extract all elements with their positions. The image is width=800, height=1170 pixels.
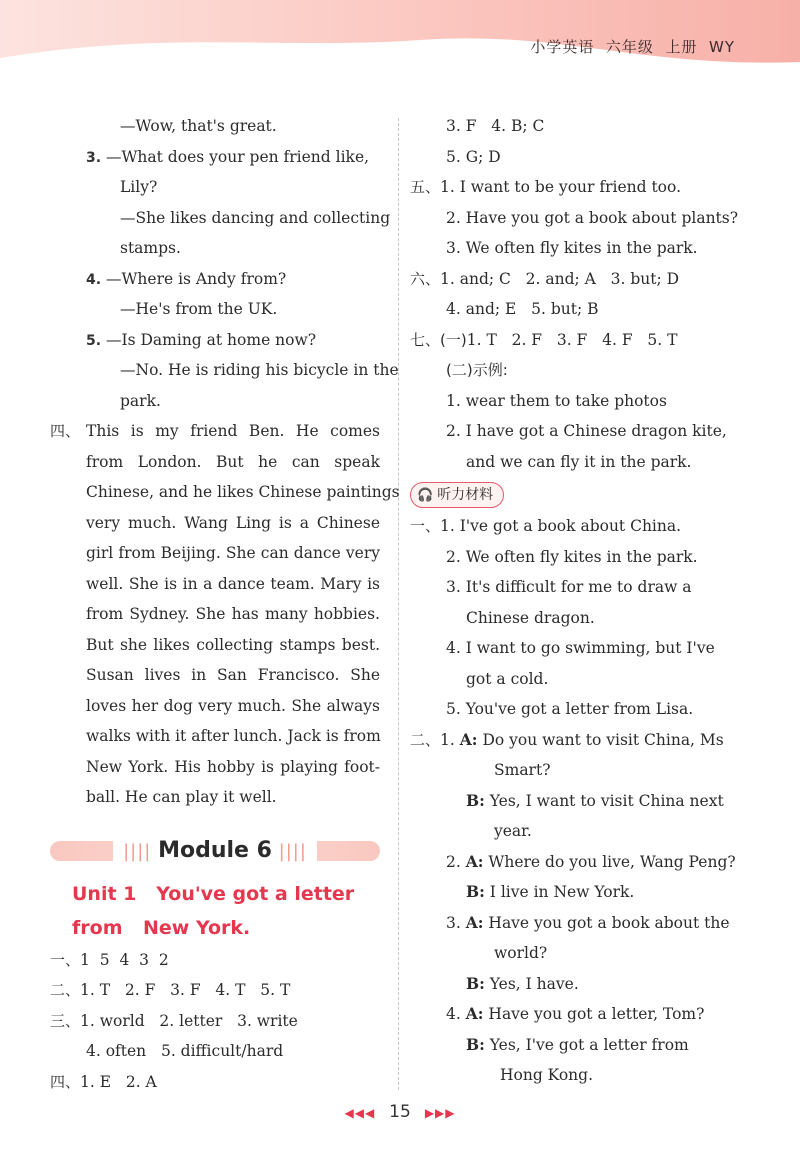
passage-line: from London. But he can speak [86,452,380,471]
dialogue-line: B: Yes, I want to visit China next [466,790,724,810]
header-info: 小学英语 六年级 上册 WY [530,38,735,56]
answer-line: 2. I have got a Chinese dragon kite, [446,422,727,440]
left-column [50,111,400,1097]
dialogue-line: B: Yes, I have. [466,973,579,993]
answer-line: 4. —Where is Andy from? [86,269,287,288]
passage-line: from Sydney. She has many hobbies. [86,605,380,623]
passage [50,416,400,813]
module-heading [50,831,380,871]
page-footer [0,1102,800,1122]
transcript-line: 4. I want to go swimming, but I've [446,639,715,657]
answer-line: and we can fly it in the park. [466,452,692,471]
answer-line: 5. —Is Daming at home now? [86,330,317,349]
listening-tag-row [410,477,745,511]
passage-line: New York. His hobby is playing foot- [86,757,380,776]
dialogue-line: year. [494,822,532,840]
answer-line: 四、1. E 2. A [50,1072,157,1091]
answer-line: 三、1. world 2. letter 3. write [50,1011,298,1030]
answer-line: Lily? [120,178,158,196]
section-label: 四、 [50,422,81,440]
listening-material-tag: 🎧 听力材料 [410,482,504,508]
transcript-line: 3. It's difficult for me to draw a [446,578,692,596]
dialogue-line: B: I live in New York. [466,882,635,901]
answer-line: 3. F 4. B; C [446,117,545,135]
answer-line: 1. wear them to take photos [446,391,667,410]
page-number: 15 [389,1102,411,1122]
transcript-line: 一、1. I've got a book about China. [410,517,682,535]
answer-line: 2. Have you got a book about plants? [446,208,739,227]
transcript-line: 5. You've got a letter from Lisa. [446,700,694,718]
passage-line: Susan lives in San Francisco. She [86,666,380,684]
passage-line: This is my friend Ben. He comes [86,422,380,440]
answer-line: 一、1 5 4 3 2 [50,950,169,969]
transcript-line: got a cold. [466,669,549,688]
answer-line: —He's from the UK. [120,300,278,318]
right-column [410,111,745,1091]
module-title: Module 6 [158,837,272,863]
dialogue-line: Hong Kong. [500,1066,594,1084]
unit-title-line2: New York. [143,916,251,939]
left-arrows-icon: ◀◀◀ [344,1106,376,1120]
passage-line: very much. Wang Ling is a Chinese [86,513,380,532]
answer-line: 4. and; E 5. but; B [446,300,599,318]
unit-title-line1: Unit 1 You've got a letter from [72,882,355,939]
answer-line: stamps. [120,239,181,257]
answer-line: 3. We often fly kites in the park. [446,239,698,257]
right-arrows-icon: ▶▶▶ [424,1106,456,1120]
bars-decoration: |||| [271,840,307,862]
answer-line: 二、1. T 2. F 3. F 4. T 5. T [50,981,291,999]
passage-line: girl from Beijing. She can dance very [86,544,380,562]
answer-line: 六、1. and; C 2. and; A 3. but; D [410,269,680,288]
dialogue-line: world? [494,944,548,962]
dialogue-line: B: Yes, I've got a letter from [466,1034,689,1054]
answer-line: 4. often 5. difficult/hard [86,1042,284,1060]
dialogue-line: 4. A: Have you got a letter, Tom? [446,1004,705,1023]
dialogue-line: 二、1. A: Do you want to visit China, Ms [410,729,724,749]
transcript-line: Chinese dragon. [466,608,595,627]
headphones-icon: 🎧 [417,488,434,503]
answer-line: 3. —What does your pen friend like, [86,147,370,166]
dialogue-line: 3. A: Have you got a book about the [446,912,730,932]
answer-line: 五、1. I want to be your friend too. [410,178,681,196]
passage-line: walks with it after lunch. Jack is from [86,727,381,745]
answer-line: —No. He is riding his bicycle in the [120,361,399,379]
answer-line: —She likes dancing and collecting [120,208,391,227]
dialogue-line: 2. A: Where do you live, Wang Peng? [446,851,736,871]
transcript-line: 2. We often fly kites in the park. [446,547,698,566]
dialogue-line: Smart? [494,761,551,779]
answer-line: 5. G; D [446,147,501,166]
answer-line: 七、(一)1. T 2. F 3. F 4. F 5. T [410,330,678,349]
passage-line: ball. He can play it well. [86,788,277,806]
passage-line: Chinese, and he likes Chinese paintings [86,483,400,501]
passage-line: well. She is in a dance team. Mary is [86,574,380,593]
answer-line: —Wow, that's great. [120,117,277,135]
bars-decoration: |||| [123,840,159,862]
answer-line: park. [120,391,161,410]
passage-line: But she likes collecting stamps best. [86,635,380,654]
passage-line: loves her dog very much. She always [86,696,380,715]
answer-line: (二)示例: [446,361,508,379]
column-divider [398,118,399,1090]
